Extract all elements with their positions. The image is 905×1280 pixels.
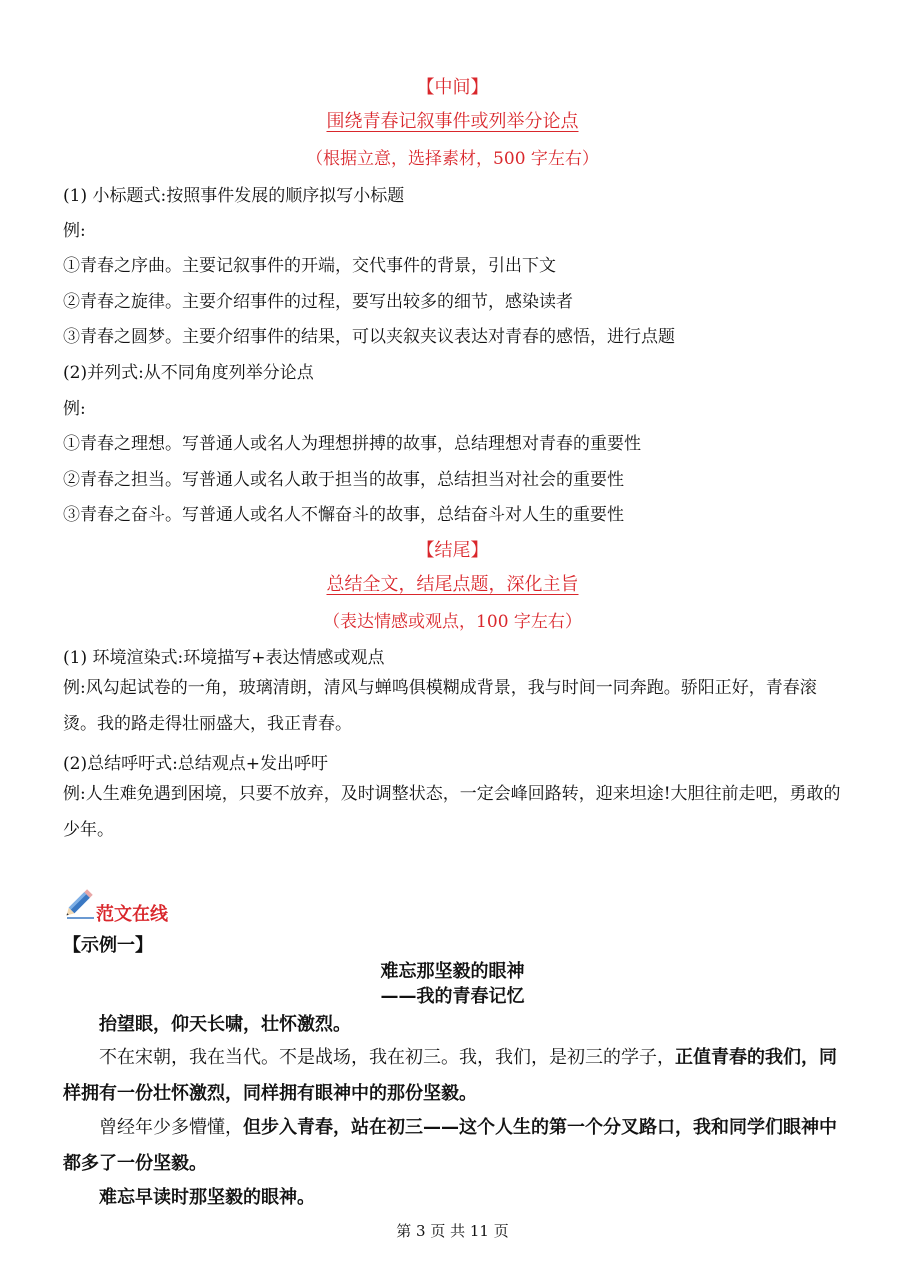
- ending-method-2: (2)总结呼吁式:总结观点+发出呼吁: [63, 754, 329, 774]
- ending-heading: 【结尾】: [416, 540, 489, 561]
- ending-title: [0, 570, 905, 596]
- model-section-title: 范文在线: [96, 904, 168, 925]
- pencil-icon: [64, 886, 96, 920]
- essay-paragraph-2-bold: 正值青春的我们，同样拥有一份壮怀激烈，同样拥有眼神中的那份坚毅。: [63, 1047, 837, 1104]
- essay-paragraph-3-normal: 曾经年少多懵懂，: [99, 1117, 243, 1138]
- middle-note: （根据立意，选择素材，500 字左右）: [306, 149, 599, 169]
- essay-paragraph-4: 难忘早读时那坚毅的眼神。: [99, 1187, 315, 1208]
- middle-example-2-item: ①青春之理想。写普通人或名人为理想拼搏的故事，总结理想对青春的重要性: [63, 434, 641, 454]
- ending-title-text: 总结全文，结尾点题，深化主旨: [326, 574, 579, 595]
- middle-example-2-label: 例:: [63, 399, 86, 419]
- essay-subtitle: ——我的青春记忆: [380, 986, 525, 1007]
- middle-example-1-item: ②青春之旋律。主要介绍事件的过程，要写出较多的细节，感染读者: [63, 292, 573, 312]
- page-number: 第 3 页 共 11 页: [396, 1222, 509, 1240]
- ending-example-1: 例:风勾起试卷的一角，玻璃清朗，清风与蝉鸣俱模糊成背景，我与时间一同奔跑。骄阳正好，青春滚烫。我的路走得壮丽盛大，我正青春。: [63, 678, 817, 734]
- middle-example-1-label: 例:: [63, 221, 86, 241]
- middle-title-text: 围绕青春记叙事件或列举分论点: [326, 111, 579, 132]
- essay-title: 难忘那坚毅的眼神: [380, 961, 525, 982]
- essay-paragraph-2-normal: 不在宋朝，我在当代。不是战场，我在初三。我，我们，是初三的学子，: [99, 1047, 675, 1068]
- middle-example-1-item: ①青春之序曲。主要记叙事件的开端，交代事件的背景，引出下文: [63, 256, 556, 276]
- ending-note: （表达情感或观点，100 字左右）: [323, 612, 582, 632]
- ending-example-2: 例:人生难免遇到困境，只要不放弃，及时调整状态，一定会峰回路转，迎来坦途!大胆往前走吧，勇敢的少年。: [63, 784, 841, 840]
- middle-heading: 【中间】: [416, 77, 489, 98]
- middle-example-2-item: ③青春之奋斗。写普通人或名人不懈奋斗的故事，总结奋斗对人生的重要性: [63, 505, 624, 525]
- ending-method-1: (1) 环境渲染式:环境描写+表达情感或观点: [63, 648, 385, 668]
- middle-method-2: (2)并列式:从不同角度列举分论点: [63, 363, 314, 383]
- essay-paragraph-2: [63, 1040, 841, 1112]
- middle-method-1: (1) 小标题式:按照事件发展的顺序拟写小标题: [63, 186, 405, 206]
- essay-paragraph-3: [63, 1110, 841, 1182]
- model-example-label: 【示例一】: [63, 935, 153, 956]
- middle-example-1-item: ③青春之圆梦。主要介绍事件的结果，可以夹叙夹议表达对青春的感悟，进行点题: [63, 327, 675, 347]
- middle-example-2-item: ②青春之担当。写普通人或名人敢于担当的故事，总结担当对社会的重要性: [63, 470, 624, 490]
- essay-paragraph-1: 抬望眼，仰天长啸，壮怀激烈。: [99, 1014, 351, 1035]
- middle-title: [0, 107, 905, 133]
- essay-paragraph-3-bold: 但步入青春，站在初三——这个人生的第一个分叉路口，我和同学们眼神中都多了一份坚毅。: [63, 1117, 837, 1174]
